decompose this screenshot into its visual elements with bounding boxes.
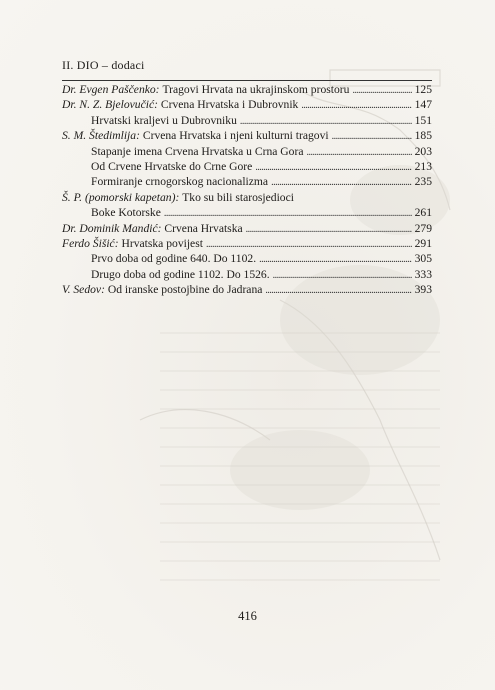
toc-entry-page: 333 bbox=[414, 267, 432, 281]
table-of-contents bbox=[62, 82, 432, 297]
toc-entry bbox=[62, 159, 432, 174]
toc-entry-author: Dr. Evgen Paščenko: bbox=[62, 83, 160, 96]
page-number: 416 bbox=[238, 609, 257, 623]
toc-entry-page: 185 bbox=[414, 129, 432, 143]
dot-leader bbox=[164, 206, 412, 221]
toc-entry bbox=[62, 113, 432, 128]
title-divider bbox=[62, 80, 432, 81]
dot-leader bbox=[301, 98, 411, 113]
toc-entry-author: Š. P. (pomorski kapetan): bbox=[62, 190, 180, 204]
toc-entry-title: Stapanje imena Crvena Hrvatska u Crna Gora bbox=[91, 144, 304, 158]
toc-entry-author: Dr. N. Z. Bjelovučić: bbox=[62, 98, 158, 112]
toc-entry bbox=[62, 174, 432, 189]
toc-entry-title: Od iranske postojbine do Jadrana bbox=[107, 283, 263, 297]
toc-entry-author: Dr. Dominik Mandić: bbox=[62, 221, 162, 235]
toc-entry-page: 151 bbox=[414, 113, 432, 127]
toc-entry-page: 203 bbox=[414, 144, 432, 158]
toc-entry bbox=[62, 128, 432, 143]
toc-entry bbox=[62, 251, 432, 266]
toc-entry-title: Crvena Hrvatska bbox=[164, 221, 243, 235]
dot-leader bbox=[240, 114, 412, 129]
toc-entry bbox=[62, 282, 432, 297]
toc-entry-title: Hrvatski kraljevi u Dubrovniku bbox=[91, 113, 237, 127]
dot-leader bbox=[255, 160, 411, 175]
toc-entry bbox=[62, 144, 432, 159]
toc-entry-title: Crvena Hrvatska i njeni kulturni tragovi bbox=[142, 129, 329, 143]
dot-leader bbox=[332, 129, 412, 144]
toc-entry-title: Tko su bili starosjedioci bbox=[182, 190, 294, 204]
toc-entry-page: 213 bbox=[414, 159, 432, 173]
toc-entry-title: Boke Kotorske bbox=[91, 206, 161, 220]
toc-entry-title: Prvo doba od godine 640. Do 1102. bbox=[91, 252, 257, 266]
dot-leader bbox=[259, 252, 412, 267]
dot-leader bbox=[273, 268, 412, 283]
toc-entry-page: 279 bbox=[414, 221, 432, 235]
toc-entry bbox=[62, 82, 432, 97]
toc-entry-page: 393 bbox=[414, 283, 432, 297]
dot-leader bbox=[206, 237, 412, 252]
toc-entry-page: 125 bbox=[414, 83, 432, 96]
toc-entry bbox=[62, 221, 432, 236]
toc-entry-page: 147 bbox=[414, 98, 432, 112]
toc-entry-author: Ferdo Šišić: bbox=[62, 236, 119, 250]
dot-leader bbox=[265, 283, 411, 298]
dot-leader bbox=[306, 145, 411, 160]
toc-entry-page: 291 bbox=[414, 236, 432, 250]
toc-entry-title: Tragovi Hrvata na ukrajinskom prostoru bbox=[162, 83, 350, 96]
toc-entry-title: Drugo doba od godine 1102. Do 1526. bbox=[91, 267, 270, 281]
toc-entry-author: V. Sedov: bbox=[62, 283, 105, 297]
dot-leader bbox=[271, 175, 412, 190]
section-title: II. DIO – dodaci bbox=[62, 58, 145, 72]
toc-entry bbox=[62, 97, 432, 112]
toc-entry-title: Hrvatska povijest bbox=[121, 236, 203, 250]
toc-entry-title: Crvena Hrvatska i Dubrovnik bbox=[160, 98, 299, 112]
toc-entry bbox=[62, 205, 432, 220]
toc-entry-page: 235 bbox=[414, 175, 432, 189]
toc-entry bbox=[62, 190, 432, 205]
toc-entry bbox=[62, 267, 432, 282]
toc-entry-title: Formiranje crnogorskog nacionalizma bbox=[91, 175, 269, 189]
toc-entry bbox=[62, 236, 432, 251]
toc-entry-page: 261 bbox=[414, 206, 432, 220]
toc-entry-page: 305 bbox=[414, 252, 432, 266]
toc-entry-title: Od Crvene Hrvatske do Crne Gore bbox=[91, 159, 253, 173]
dot-leader bbox=[352, 83, 411, 98]
dot-leader bbox=[246, 222, 412, 237]
toc-entry-author: S. M. Štedimlija: bbox=[62, 129, 140, 143]
